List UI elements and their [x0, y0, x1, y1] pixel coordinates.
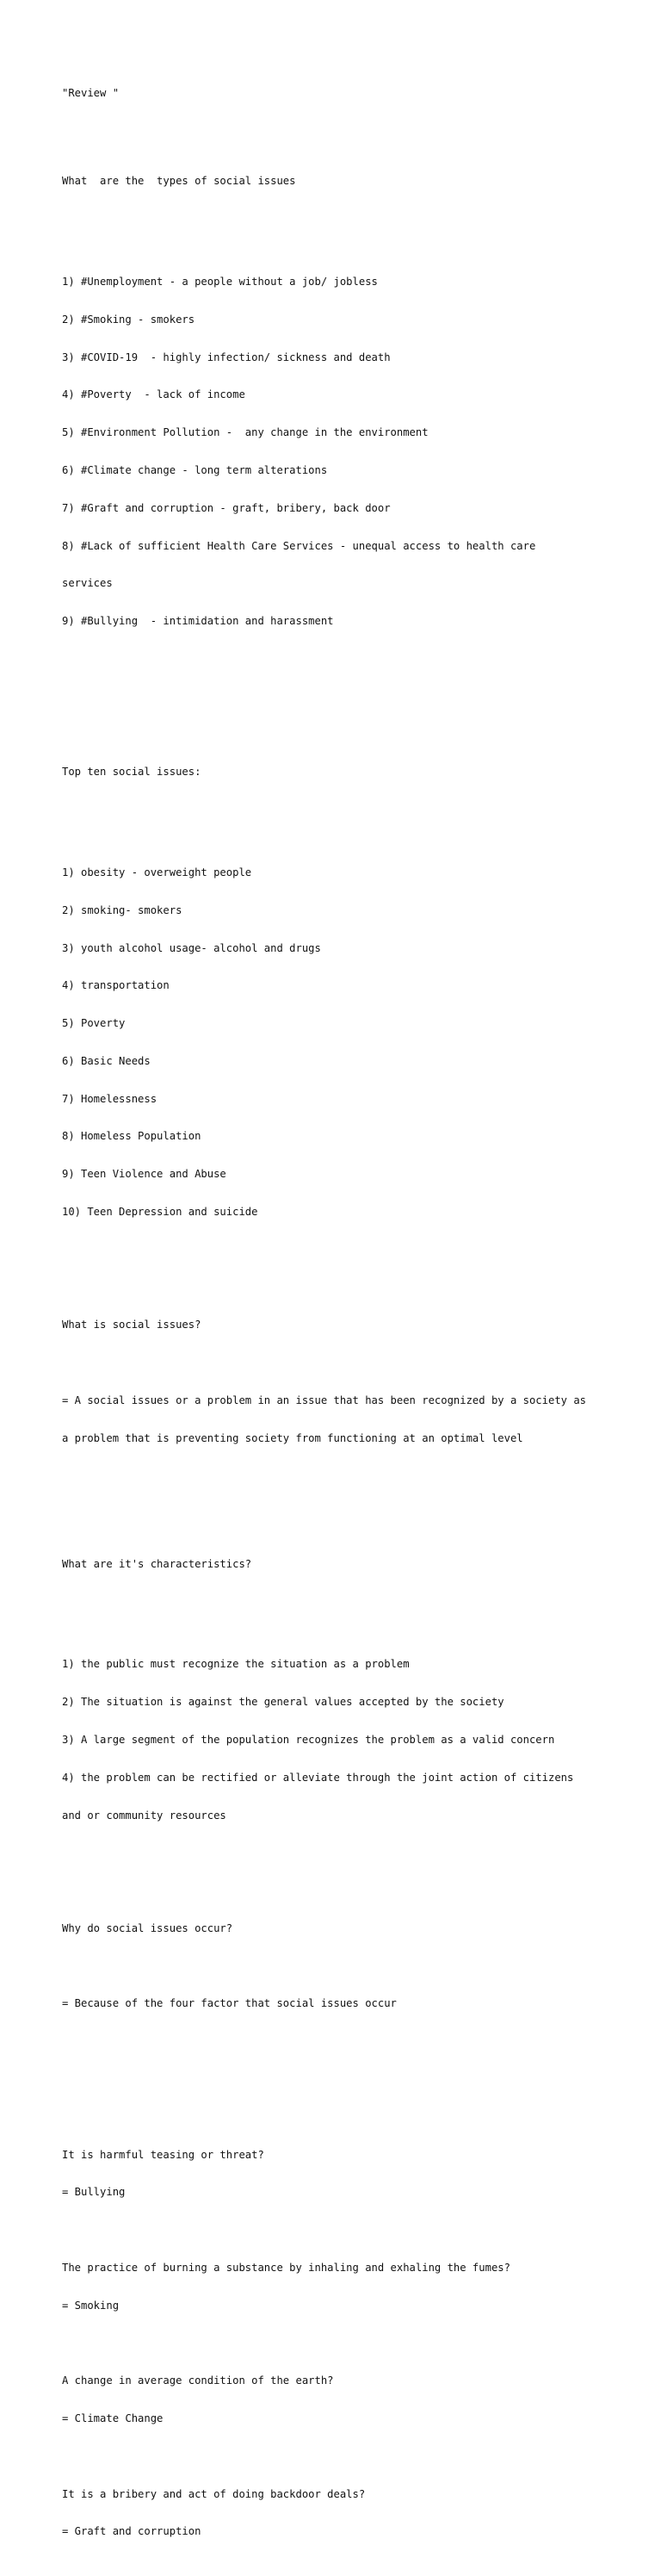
blank-line [62, 2073, 621, 2086]
blank-line [62, 1872, 621, 1885]
blank-line [62, 2450, 621, 2463]
what-answer-line: a problem that is preventing society from functioning at an optimal level [62, 1431, 523, 1444]
list-item: 7) Homelessness [62, 1092, 158, 1105]
list-item: 1) obesity - overweight people [62, 866, 252, 878]
answer: = Smoking [62, 2299, 120, 2312]
list-item: 2) The situation is against the general values accepted by the society [62, 1696, 504, 1709]
list-item: 4) #Poverty - lack of income [62, 388, 245, 401]
blank-line [62, 1269, 621, 1282]
answer: = Bullying [62, 2186, 126, 2199]
types-list [62, 251, 621, 653]
list-item: 2) smoking- smokers [62, 903, 182, 916]
list-item: and or community resources [62, 1809, 226, 1822]
document-title: "Review " [62, 87, 120, 100]
list-item: 8) Homeless Population [62, 1130, 201, 1143]
blank-line [62, 2337, 621, 2349]
question: A change in average condition of the earth? [62, 2374, 334, 2387]
characteristics-list [62, 1633, 621, 1847]
list-item: 4) transportation [62, 979, 170, 992]
why-heading: Why do social issues occur? [62, 1921, 233, 1934]
blank-line [62, 804, 621, 816]
blank-line [62, 1356, 621, 1369]
characteristics-heading: What are it's characteristics? [62, 1557, 252, 1570]
answer: = Graft and corruption [62, 2525, 201, 2538]
types-heading: What are the types of social issues [62, 175, 296, 188]
what-heading: What is social issues? [62, 1319, 201, 1331]
blank-line [62, 1595, 621, 1608]
list-item: 4) the problem can be rectified or alleviate through the joint action of citizens [62, 1771, 574, 1784]
list-item: services [62, 577, 113, 590]
qa-block [62, 2123, 621, 2563]
question: It is a bribery and act of doing backdoor deals? [62, 2487, 366, 2500]
list-item: 8) #Lack of sufficient Health Care Services - unequal access to health care [62, 539, 536, 552]
blank-line [62, 125, 621, 138]
blank-line [62, 1507, 621, 1520]
list-item: 6) #Climate change - long term alterations [62, 464, 328, 476]
blank-line [62, 678, 621, 691]
list-item: 9) Teen Violence and Abuse [62, 1168, 226, 1181]
why-answer: = Because of the four factor that social issues occur [62, 1997, 397, 2010]
blank-line [62, 716, 621, 729]
list-item: 2) #Smoking - smokers [62, 313, 195, 326]
top-ten-heading: Top ten social issues: [62, 766, 201, 779]
document-page [62, 62, 621, 2576]
blank-line [62, 213, 621, 226]
blank-line [62, 2224, 621, 2237]
blank-line [62, 2035, 621, 2048]
list-item: 3) youth alcohol usage- alcohol and drugs [62, 941, 321, 954]
question: The practice of burning a substance by inhaling and exhaling the fumes? [62, 2261, 510, 2274]
list-item: 7) #Graft and corruption - graft, bribery, back door [62, 501, 391, 514]
list-item: 10) Teen Depression and suicide [62, 1206, 258, 1219]
top-ten-list [62, 841, 621, 1244]
what-answer-line: = A social issues or a problem in an issue that has been recognized by a society as [62, 1394, 587, 1406]
blank-line [62, 1960, 621, 1973]
blank-line [62, 1470, 621, 1483]
answer: = Climate Change [62, 2412, 164, 2425]
list-item: 9) #Bullying - intimidation and harassment [62, 615, 334, 628]
list-item: 5) Poverty [62, 1017, 126, 1030]
list-item: 1) #Unemployment - a people without a job/ jobless [62, 276, 378, 289]
list-item: 1) the public must recognize the situation as a problem [62, 1658, 410, 1671]
list-item: 3) #COVID-19 - highly infection/ sickness and death [62, 351, 391, 363]
list-item: 6) Basic Needs [62, 1054, 151, 1067]
question: It is harmful teasing or threat? [62, 2148, 264, 2161]
list-item: 3) A large segment of the population recognizes the problem as a valid concern [62, 1733, 555, 1746]
list-item: 5) #Environment Pollution - any change in the environment [62, 426, 429, 439]
